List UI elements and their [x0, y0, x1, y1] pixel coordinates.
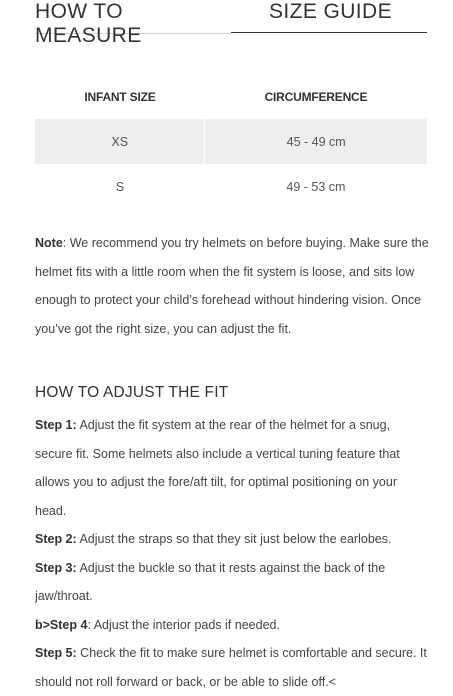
list-item: [35, 411, 430, 525]
note-label: Note: [35, 236, 63, 250]
step-label: Step 5:: [35, 646, 77, 660]
step-text: Check the fit to make sure helmet is comfortable and secure. It should not roll forward or back, or be able to slide off.<: [35, 646, 427, 689]
step-label: Step 1:: [35, 418, 77, 432]
adjust-fit-heading: HOW TO ADJUST THE FIT: [35, 384, 229, 401]
step-text: Adjust the straps so that they sit just below the earlobes.: [76, 532, 392, 546]
step-text: Adjust the buckle so that it rests against the back of the jaw/throat.: [35, 560, 386, 603]
size-cell: XS: [35, 119, 205, 164]
tab-how-to-measure[interactable]: HOW TO MEASURE: [35, 0, 231, 34]
table-row: [35, 119, 427, 164]
circumference-cell: 45 - 49 cm: [205, 119, 427, 164]
table-header-row: [35, 75, 427, 119]
header-infant-size: INFANT SIZE: [84, 90, 156, 104]
step-label: Step 3:: [35, 560, 77, 575]
tab-size-guide[interactable]: SIZE GUIDE: [231, 0, 427, 33]
adjust-steps-list: [35, 411, 430, 696]
step-text: : Adjust the interior pads if needed.: [87, 617, 280, 632]
list-item: [35, 554, 430, 611]
fit-note: [35, 229, 430, 343]
step-text: Adjust the fit system at the rear of the helmet for a snug, secure fit. Some helmets also include a vertical tuning feature that allows you to adjust the fore/aft tilt, for optimal positioning on your head.: [35, 418, 400, 518]
step-label: Step 2:: [35, 532, 77, 546]
note-text: : We recommend you try helmets on before buying. Make sure the helmet fits with a little room when the fit system is loose, and sits low enough to protect your child’s forehead without hindering vision. Once you’ve got the right size, you can adjust the fit.: [35, 236, 429, 336]
step-label: b>Step 4: [35, 617, 88, 632]
tab-bar: [35, 0, 427, 47]
header-circumference: CIRCUMFERENCE: [264, 90, 368, 104]
circumference-cell: 49 - 53 cm: [286, 179, 346, 194]
list-item: [35, 639, 430, 696]
list-item: [35, 525, 430, 554]
size-cell: S: [115, 179, 125, 194]
list-item: [35, 611, 430, 640]
table-row: [35, 164, 427, 209]
size-table: [35, 75, 427, 209]
